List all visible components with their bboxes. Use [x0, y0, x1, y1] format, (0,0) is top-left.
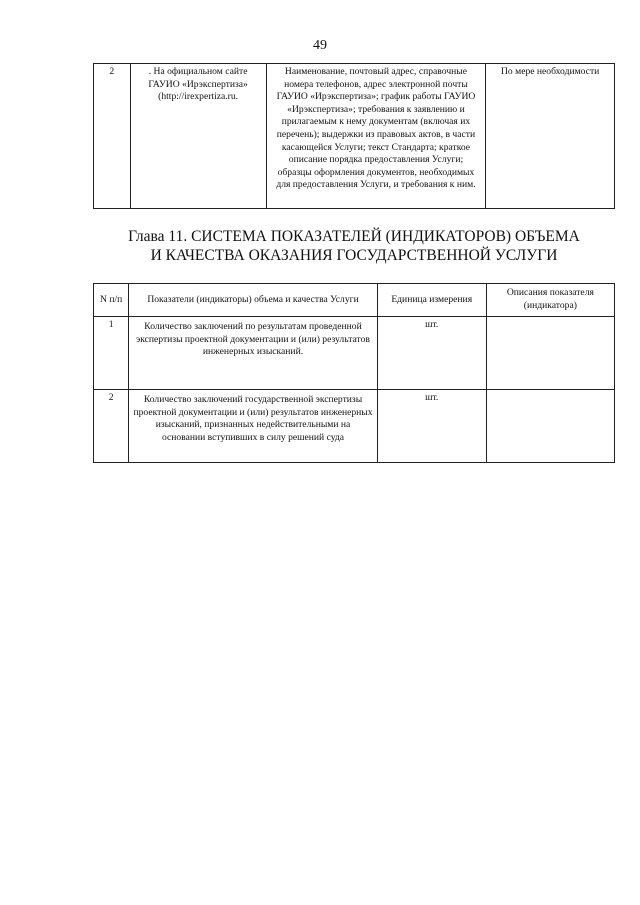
header-unit: Единица измерения: [377, 284, 486, 317]
row-number-cell: 2: [94, 64, 131, 209]
row-number-cell: 1: [94, 317, 129, 390]
table-row: [94, 64, 615, 209]
table-header-row: [94, 284, 615, 317]
indicator-cell: Количество заключений по результатам проведенной экспертизы проектной документации и (или) результатов инженерных изысканий.: [129, 317, 377, 390]
table-row: [94, 317, 615, 390]
chapter-title-line-2: И КАЧЕСТВА ОКАЗАНИЯ ГОСУДАРСТВЕННОЙ УСЛУГИ: [150, 246, 558, 264]
site-cell: . На официальном сайте ГАУИО «Ирэкспертиза» (http://irexpertiza.ru.: [130, 64, 266, 209]
unit-cell: шт.: [377, 390, 486, 463]
header-description: Описания показателя (индикатора): [486, 284, 614, 317]
content-cell: Наименование, почтовый адрес, справочные номера телефонов, адрес электронной почты ГАУИО «Ирэкспертиза»; график работы ГАУИО «Ирэкспертиза»; требования к заявлению и прилагаемым к нему документам (включая их перечень); выдержки из правовых актов, в части касающейся Услуги; текст Стандарта; краткое описание порядка предоставления Услуги; образцы оформления документов, необходимых для предоставления Услуги, и требования к ним.: [266, 64, 486, 209]
table-row: [94, 390, 615, 463]
chapter-title-line-1: Глава 11. СИСТЕМА ПОКАЗАТЕЛЕЙ (ИНДИКАТОРОВ) ОБЪЕМА: [128, 228, 580, 245]
description-cell: [486, 317, 614, 390]
frequency-cell: По мере необходимости: [486, 64, 615, 209]
information-table: [93, 63, 615, 209]
header-number: N п/п: [94, 284, 129, 317]
description-cell: [486, 390, 614, 463]
indicators-table: [93, 283, 615, 463]
indicator-cell: Количество заключений государственной экспертизы проектной документации и (или) результатов инженерных изысканий, признанных недействительными на основании вступивших в силу решений суда: [129, 390, 377, 463]
page-number: 49: [313, 38, 327, 53]
chapter-title: [93, 228, 615, 265]
unit-cell: шт.: [377, 317, 486, 390]
header-indicator: Показатели (индикаторы) объема и качества Услуги: [129, 284, 377, 317]
row-number-cell: 2: [94, 390, 129, 463]
